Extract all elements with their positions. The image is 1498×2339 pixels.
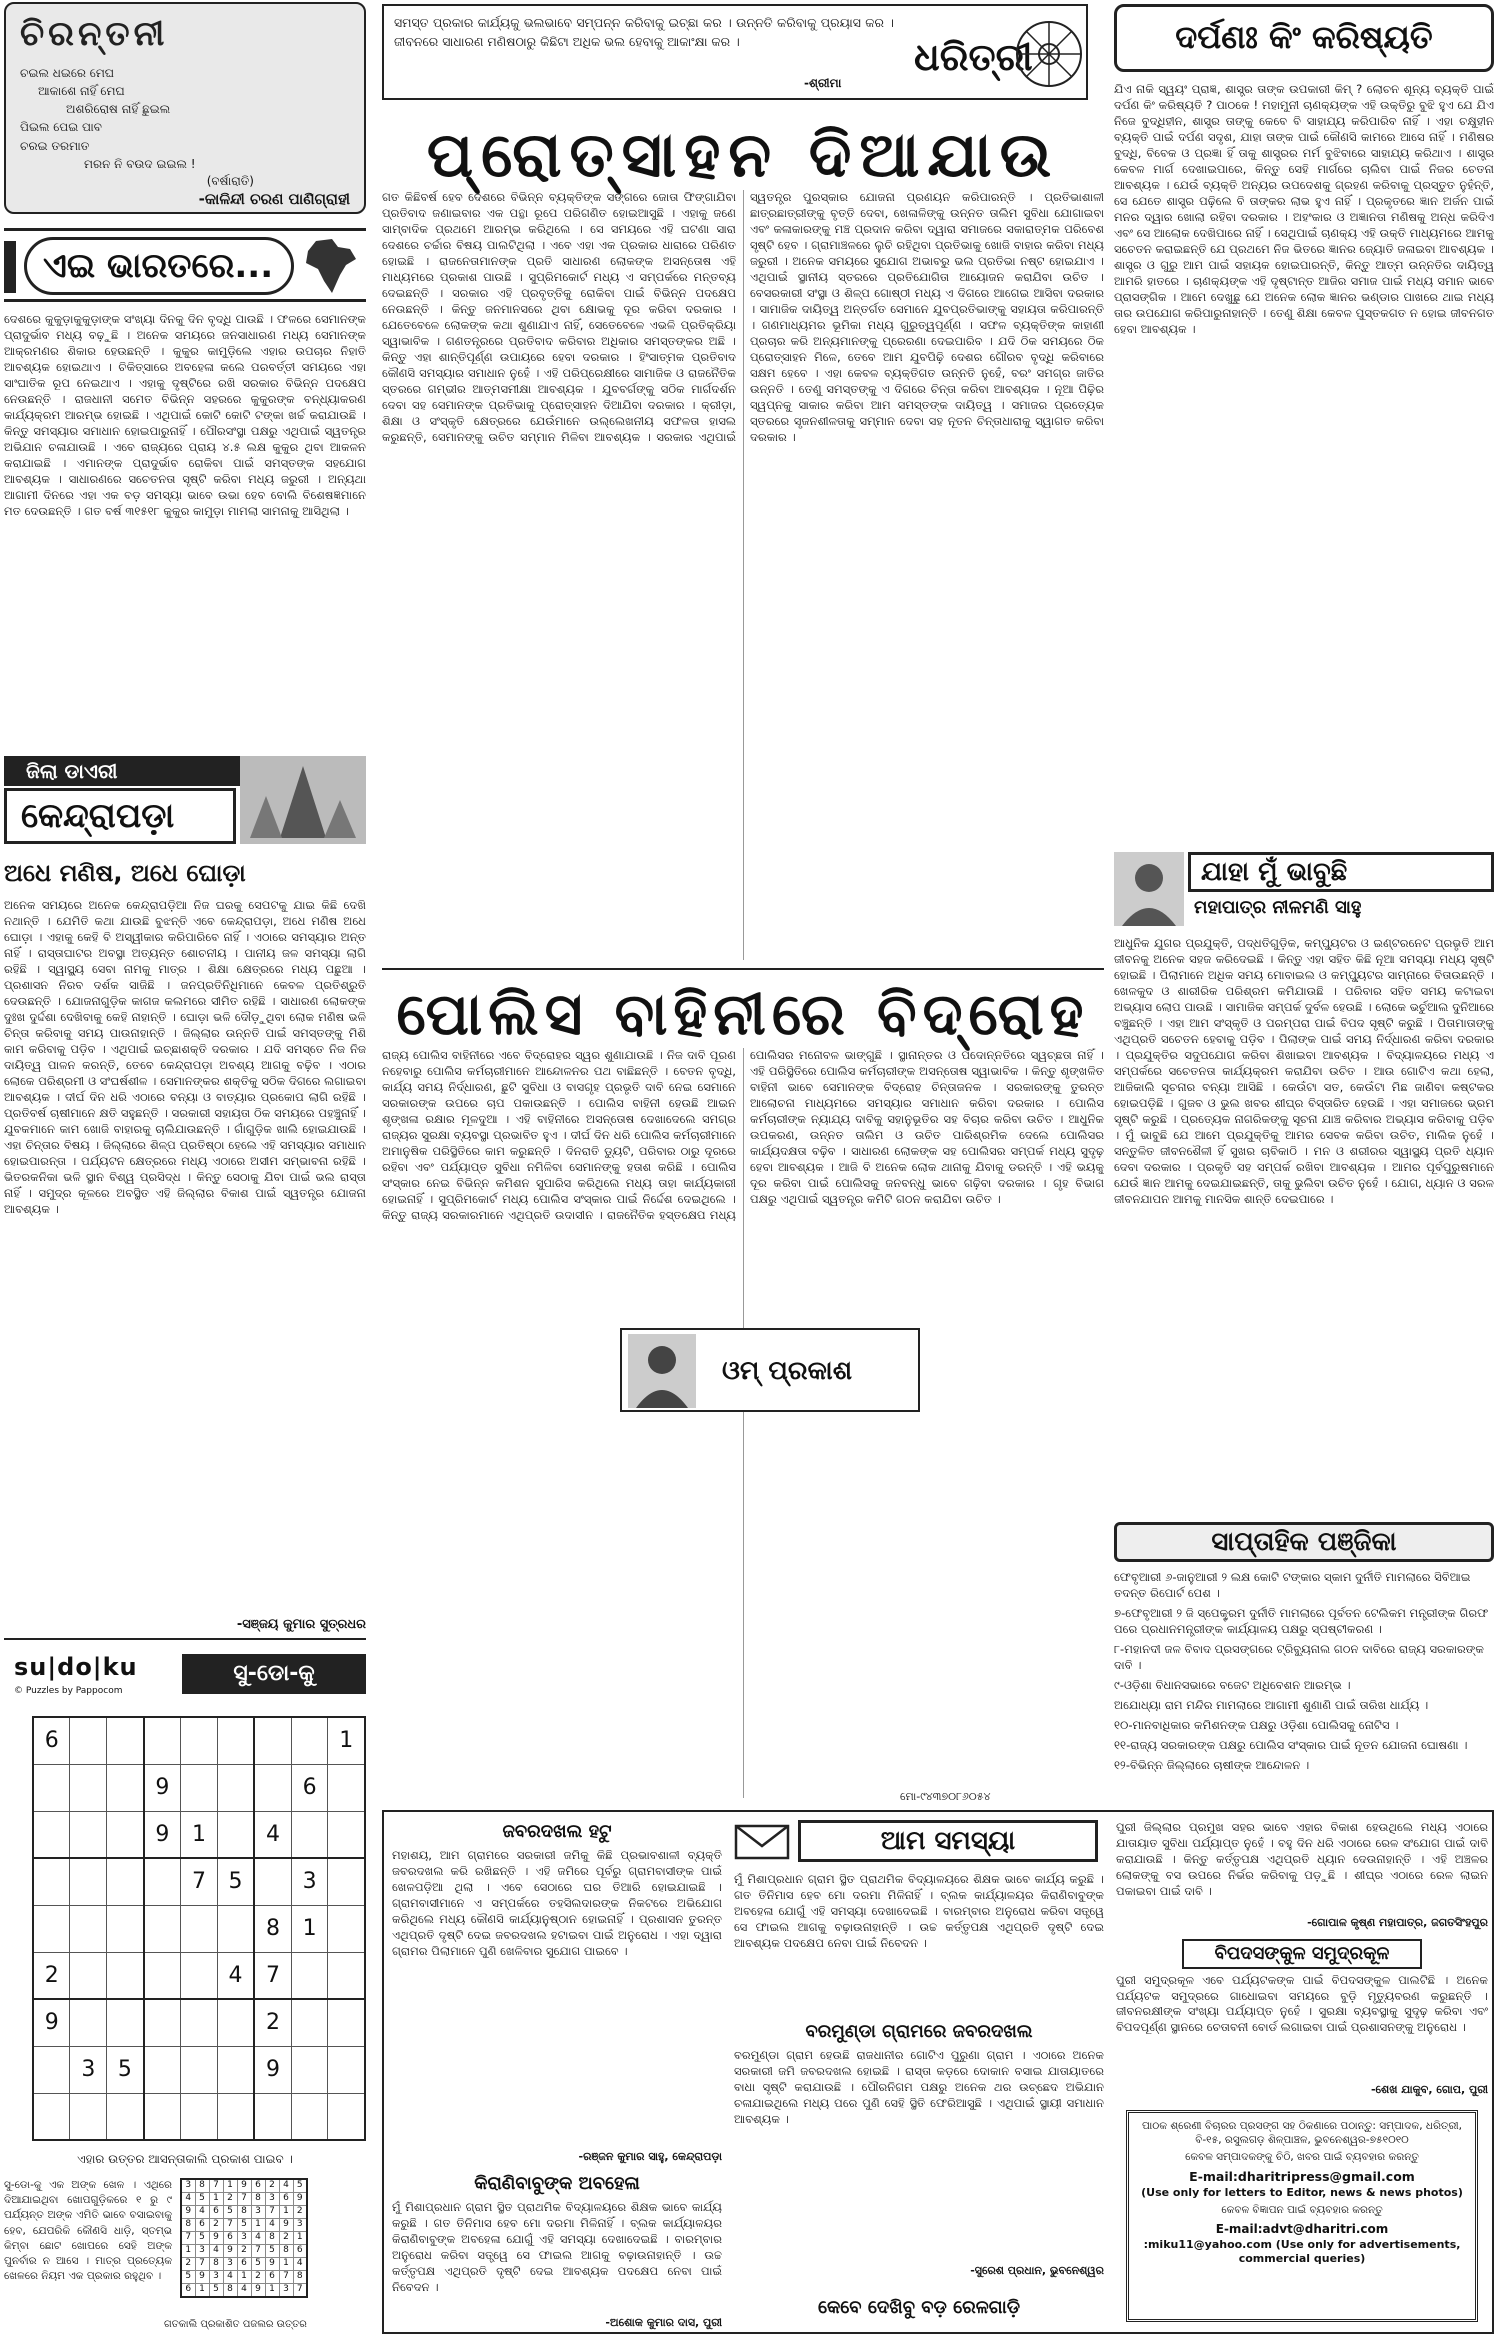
letters-section [382,1810,1494,2334]
sudoku-cell[interactable] [181,1764,218,1811]
editorial2-headline: ପୋଲିସ ବାହିନୀରେ ବିଦ୍ରୋହ [396,980,1090,1048]
byline-title: ଯାହା ମୁଁ ଭାବୁଛି [1188,852,1494,892]
sudoku-cell: 9 [144,1811,181,1858]
sudoku-cell[interactable] [328,1999,365,2046]
sudoku-cell-row [33,1811,365,1858]
solution-cell: 5 [251,2257,265,2270]
letter3-author: -ସୁରେଶ ପ୍ରଧାନ, ଭୁବନେଶ୍ୱର [970,2263,1104,2277]
letter1-author: -ରଞ୍ଜନ କୁମାର ସାହୁ, କେନ୍ଦ୍ରାପଡ଼ା [578,2149,722,2163]
sudoku-cell: 8 [254,1905,291,1952]
solution-cell: 1 [195,2283,209,2296]
byline-body: ଆଧୁନିକ ଯୁଗର ପ୍ରଯୁକ୍ତି, ପଦ୍ଧତିଗୁଡ଼ିକ, କମ୍ପ୍ୟୁଟର ଓ ଇଣ୍ଟରନେଟ ପ୍ରଭୃତି ଆମ ଜୀବନକୁ ଅନେକ ସହଜ କରିଦେଇଛି । କିନ୍ତୁ ଏହା ସହିତ କିଛି ନୂଆ ସମସ୍ୟା ମଧ୍ୟ ସୃଷ୍ଟି ହୋଇଛି । ପିଲାମାନେ ଅଧିକ ସମୟ ମୋବାଇଲ ଓ କମ୍ପ୍ୟୁଟର ସାମ୍ନାରେ ବିତାଉଛନ୍ତି । ଖେଳକୁଦ ଓ ଶାରୀରିକ ପରିଶ୍ରମ କମିଯାଉଛି । ପରିବାର ସହିତ ସମୟ କଟାଇବା ଅଭ୍ୟାସ ଲୋପ ପାଉଛି । ସାମାଜିକ ସମ୍ପର୍କ ଦୁର୍ବଳ ହେଉଛି । ଲୋକେ ଭର୍ଚୁଆଲ ଦୁନିଆରେ ବଞ୍ଚୁଛନ୍ତି । ଏହା ଆମ ସଂସ୍କୃତି ଓ ପରମ୍ପରା ପାଇଁ ବିପଦ ସୃଷ୍ଟି କରୁଛି । ପିତାମାତାଙ୍କୁ ଏଥିପ୍ରତି ସଚେତନ ହେବାକୁ ପଡ଼ିବ । ପିଲାଙ୍କ ପାଇଁ ସମୟ ନିର୍ଦ୍ଧାରଣ କରିବା ଦରକାର । ପ୍ରଯୁକ୍ତିର ସଦୁପଯୋଗ କରିବା ଶିଖାଇବା ଆବଶ୍ୟକ । ବିଦ୍ୟାଳୟରେ ମଧ୍ୟ ଏ ସମ୍ପର୍କରେ ସଚେତନତା କାର୍ଯ୍ୟକ୍ରମ କରାଯିବା ଉଚିତ । ଆଉ ଗୋଟିଏ କଥା ହେଲା, ଆଜିକାଲି ସୂଚନାର ବନ୍ୟା ଆସିଛି । କେଉଁଟା ସତ, କେଉଁଟା ମିଛ ଜାଣିବା କଷ୍ଟକର ହୋଇପଡ଼ିଛି । ଗୁଜବ ଓ ଭୁଲ ଖବର ଶୀଘ୍ର ବିସ୍ତାରିତ ହେଉଛି । ଏହା ସମାଜରେ ଭ୍ରମ ସୃଷ୍ଟି କରୁଛି । ପ୍ରତ୍ୟେକ ନାଗରିକଙ୍କୁ ସୂଚନା ଯାଞ୍ଚ କରିବାର ଅଭ୍ୟାସ କରିବାକୁ ପଡ଼ିବ । ମୁଁ ଭାବୁଛି ଯେ ଆମେ ପ୍ରଯୁକ୍ତିକୁ ଆମର ସେବକ କରିବା ଉଚିତ, ମାଲିକ ନୁହେଁ । ସନ୍ତୁଳିତ ଜୀବନଶୈଳୀ ହିଁ ସୁଖର ଚାବିକାଠି । ମନ ଓ ଶରୀରର ସ୍ୱାସ୍ଥ୍ୟ ପ୍ରତି ଧ୍ୟାନ ଦେବା ଦରକାର । ପ୍ରକୃତି ସହ ସମ୍ପର୍କ ରଖିବା ଆବଶ୍ୟକ । ଆମର ପୂର୍ବପୁରୁଷମାନେ ଯେଉଁ ଜ୍ଞାନ ଆମକୁ ଦେଇଯାଇଛନ୍ତି, ତାକୁ ଭୁଲିବା ଉଚିତ ନୁହେଁ । ଯୋଗ, ଧ୍ୟାନ ଓ ସରଳ ଜୀବନଯାପନ ଆମକୁ ମାନସିକ ଶାନ୍ତି ଦେଇପାରେ । [1114,936,1494,1206]
solution-cell: 3 [223,2257,237,2270]
sudoku-cell[interactable] [181,1999,218,2046]
sudoku-cell[interactable] [33,1764,70,1811]
solution-cell: 4 [209,2244,223,2257]
letter1-title: ଜବରଦଖଲ ହଟୁ [502,1821,612,1842]
solution-cell: 3 [279,2283,293,2296]
letter2-author: -ଅଶୋକ କୁମାର ଦାସ, ପୁରୀ [605,2316,722,2330]
sudoku-cell[interactable] [328,2093,365,2140]
sudoku-solution-label: ଗତକାଲି ପ୍ରକାଶିତ ପଜଲର ଉତ୍ତର [164,2319,307,2330]
solution-cell: 2 [279,2231,293,2244]
solution-cell: 8 [237,2205,251,2218]
solution-cell: 4 [293,2257,307,2270]
sudoku-cell[interactable] [33,2046,70,2093]
sudoku-cell: 7 [254,1952,291,1999]
editorial2-byline-box [620,1328,920,1412]
solution-cell: 9 [195,2270,209,2283]
panjika-item: ୧୨-ବିଭିନ୍ନ ଜିଲ୍ଲାରେ ଚାଷୀଙ୍କ ଆନ୍ଦୋଳନ । [1114,1757,1310,1772]
temple-photo-icon [240,756,366,844]
header-bar-decoration [4,241,16,293]
solution-cell: 3 [293,2218,307,2231]
india-map-icon [298,237,360,297]
solution-cell: 2 [237,2244,251,2257]
quote-line: ଆକାଶେ ନାହିଁ ମେଘ [38,84,125,99]
solution-cell: 9 [237,2179,251,2192]
sudoku-cell[interactable] [144,2093,181,2140]
sudoku-cell[interactable] [107,1858,144,1905]
sudoku-cell: 4 [254,1811,291,1858]
solution-cell-row [181,2231,307,2244]
solution-cell: 8 [209,2257,223,2270]
solution-cell: 7 [293,2283,307,2296]
solution-cell: 7 [181,2231,195,2244]
sudoku-credit: © Puzzles by Pappocom [14,1686,123,1696]
solution-cell: 6 [181,2283,195,2296]
panjika-list [1114,1570,1494,1794]
sudoku-cell: 1 [291,1905,328,1952]
sudoku-cell-row [33,1999,365,2046]
sudoku-cell[interactable] [33,2093,70,2140]
byline-author: ମହାପାତ୍ର ନୀଳମଣି ସାହୁ [1194,897,1362,918]
solution-cell-row [181,2244,307,2257]
quote-box-lines [20,65,350,172]
solution-cell: 3 [251,2205,265,2218]
sudoku-cell[interactable] [217,1811,254,1858]
solution-cell: 4 [265,2218,279,2231]
contact-email3[interactable]: :miku11@yahoo.com (Use only for advertisements, commercial queries) [1143,2237,1461,2266]
sudoku-cell: 7 [181,1858,218,1905]
sudoku-answer-note: ଏହାର ଉତ୍ତର ଆସନ୍ତାକାଲି ପ୍ରକାଶ ପାଇବ । [77,2152,293,2166]
quote-line: ଚରଇ ତରମାତ [20,138,90,153]
sudoku-cell[interactable] [70,2093,107,2140]
letter3-title: ବରମୁଣ୍ଡା ଗ୍ରାମରେ ଜବରଦଖଲ [805,2021,1033,2042]
solution-cell: 6 [265,2270,279,2283]
panjika-item: ୮-ମହାନଦୀ ଜଳ ବିବାଦ ପ୍ରସଙ୍ଗରେ ଟ୍ରିବ୍ୟୁନାଲ ଗଠନ ଦାବିରେ ରାଜ୍ୟ ସରକାରଙ୍କ ଦାବି । [1114,1641,1484,1672]
sudoku-cell[interactable] [181,1905,218,1952]
sudoku-cell: 9 [144,1764,181,1811]
sudoku-cell[interactable] [70,1952,107,1999]
solution-cell: 9 [265,2257,279,2270]
solution-cell: 2 [223,2192,237,2205]
sudoku-cell[interactable] [254,2093,291,2140]
contact-email1[interactable]: E-mail:dharitripress@gmail.com [1189,2169,1415,2185]
quote-line: ଅଶରିରୋଷ ନାହିଁ ଛୁଇଲ [66,102,171,117]
sudoku-cell[interactable] [70,1858,107,1905]
sudoku-cell: 9 [33,1999,70,2046]
solution-cell: 7 [223,2218,237,2231]
quote-line: ଚଇଲ ଧଇରେ ମେଘ [20,65,115,80]
editorial1-headline: ପ୍ରୋତ୍ସାହନ ଦିଆଯାଉ [426,118,1060,191]
panjika-item: ୭-ଫେବୃଆରୀ ୨ ଜି ସ୍ପେକ୍ଟ୍ରମ ଦୁର୍ନୀତି ମାମଲାରେ ପୂର୍ବତନ ଟେଲିକମ ମନ୍ତ୍ରୀଙ୍କ ଗିରଫ ପରେ ପ୍ରଧାନମନ୍ତ୍ରୀଙ୍କ କାର୍ଯ୍ୟାଳୟ ପକ୍ଷରୁ ସ୍ପଷ୍ଟୀକରଣ । [1114,1605,1489,1636]
sudoku-cell[interactable] [107,1905,144,1952]
sudoku-cell[interactable] [107,1717,144,1764]
solution-cell: 5 [209,2283,223,2296]
sudoku-cell[interactable] [144,1999,181,2046]
panjika-item: ଫେବୃଆରୀ ୬-ଜାନୁଆରୀ ୨ ଲକ୍ଷ କୋଟି ଟଙ୍କାର ସ୍କାମ ଦୁର୍ନୀତି ମାମଲାରେ ସିବିଆଇ ତଦନ୍ତ ରିପୋର୍ଟ ପେଶ । [1114,1570,1471,1600]
letters-section-header [734,1820,1104,1864]
sudoku-cell[interactable] [328,1858,365,1905]
sudoku-cell[interactable] [107,2093,144,2140]
sudoku-cell: 1 [181,1811,218,1858]
solution-cell: 6 [279,2192,293,2205]
solution-cell: 3 [195,2244,209,2257]
sudoku-cell[interactable] [181,2093,218,2140]
letters-col1 [392,1820,722,2328]
sudoku-cell: 3 [291,1858,328,1905]
sun-wheel-icon [1014,12,1084,96]
solution-cell: 2 [265,2179,279,2192]
story-title: ଅଧେ ମଣିଷ, ଅଧେ ଘୋଡ଼ା [4,859,246,887]
panjika-item: ୧୧-ରାଜ୍ୟ ସରକାରଙ୍କ ପକ୍ଷରୁ ପୋଲିସ ସଂସ୍କାର ପାଇଁ ନୂତନ ଯୋଜନା ଘୋଷଣା । [1114,1737,1468,1752]
sudoku-cell[interactable] [328,1952,365,1999]
sudoku-cell: 1 [328,1717,365,1764]
solution-cell: 7 [237,2192,251,2205]
solution-cell: 7 [265,2205,279,2218]
letter1-continued: ମୁଁ ମିଶାପ୍ରଧାନ ଗ୍ରାମ ସ୍ଥିତ ପ୍ରାଥମିକ ବିଦ୍ୟାଳୟରେ ଶିକ୍ଷକ ଭାବେ କାର୍ଯ୍ୟ କରୁଛି । ଗତ ତିନିମାସ ହେବ ମୋ ଦରମା ମିଳିନାହିଁ । ବ୍ଲକ କାର୍ଯ୍ୟାଳୟର କିରାଣିବାବୁଙ୍କ ଅବହେଳା ଯୋଗୁଁ ଏହି ସମସ୍ୟା ଦେଖାଦେଇଛି । ବାରମ୍ବାର ଅନୁରୋଧ କରିବା ସତ୍ତ୍ୱେ ସେ ଫାଇଲ ଆଗକୁ ବଢ଼ାଉନାହାନ୍ତି । ଉଚ୍ଚ କର୍ତ୍ତୃପକ୍ଷ ଏଥିପ୍ରତି ଦୃଷ୍ଟି ଦେଇ ଆବଶ୍ୟକ ପଦକ୍ଷେପ ନେବା ପାଇଁ ନିବେଦନ । [734,1872,1104,1950]
contact-intro: ପାଠକ ଶ୍ରେଣୀ ବିଚାରର ପ୍ରସଙ୍ଗ ସହ ଠିକଣାରେ ପଠାନ୍ତୁ: ସମ୍ପାଦକ, ଧରିତ୍ରୀ, ବି-୧୫, ରସୁଲଗଡ଼ ଶିଳ୍ପାଞ୍ଚଳ, ଭୁବନେଶ୍ୱର-୭୫୧୦୧୦ [1141,2120,1463,2147]
sudoku-cell[interactable] [144,1717,181,1764]
masthead [382,4,1088,100]
india-header [4,228,366,302]
solution-cell: 1 [209,2192,223,2205]
sudoku-solution-grid [180,2178,308,2298]
panjika-title: ସାପ୍ତାହିକ ପଞ୍ଜିକା [1114,1522,1494,1562]
district-name: କେନ୍ଦ୍ରାପଡ଼ା [4,788,236,844]
right-letter2-author: -ଶେଖ ଯାକୁବ, ଗୋପ, ପୁରୀ [1370,2082,1488,2096]
byline-header [1114,852,1494,926]
letter1-body: ମହାଶୟ, ଆମ ଗ୍ରାମରେ ସରକାରୀ ଜମିକୁ କିଛି ପ୍ରଭାବଶାଳୀ ବ୍ୟକ୍ତି ଜବରଦଖଲ କରି ରଖିଛନ୍ତି । ଏହି ଜମିରେ ପୂର୍ବରୁ ଗ୍ରାମବାସୀଙ୍କ ପାଇଁ ଖେଳପଡ଼ିଆ ଥିଲା । ଏବେ ସେଠାରେ ଘର ତିଆରି ହୋଇଯାଇଛି । ଗ୍ରାମବାସୀମାନେ ଏ ସମ୍ପର୍କରେ ତହସିଲଦାରଙ୍କ ନିକଟରେ ଅଭିଯୋଗ କରିଥିଲେ ମଧ୍ୟ କୌଣସି କାର୍ଯ୍ୟାନୁଷ୍ଠାନ ହୋଇନାହିଁ । ପ୍ରଶାସନ ତୁରନ୍ତ ଏଥିପ୍ରତି ଦୃଷ୍ଟି ଦେଇ ଜବରଦଖଲ ହଟାଇବା ପାଇଁ ଅନୁରୋଧ । ଏହା ଦ୍ୱାରା ଗ୍ରାମର ପିଲାମାନେ ପୁଣି ଖେଳିବାର ସୁଯୋଗ ପାଇବେ । [392,1847,722,1958]
editorial2-byline: ଓମ୍ ପ୍ରକାଶ [722,1356,853,1386]
right-letter-author: -ଗୋପାଳ କୃଷ୍ଣ ମହାପାତ୍ର, ଜଗତସିଂହପୁର [1307,1916,1488,1929]
columnist-photo-icon [1114,852,1184,926]
solution-cell-row [181,2270,307,2283]
right-letter-body: ପୁରୀ ଜିଲ୍ଲାର ପ୍ରମୁଖ ସହର ଭାବେ ଏହାର ବିକାଶ ହେଉଥିଲେ ମଧ୍ୟ ଏଠାରେ ଯାତାୟାତ ସୁବିଧା ପର୍ଯ୍ୟାପ୍ତ ନୁହେଁ । ବହୁ ଦିନ ଧରି ଏଠାରେ ରେଳ ସଂଯୋଗ ପାଇଁ ଦାବି କରାଯାଉଛି । କିନ୍ତୁ କର୍ତ୍ତୃପକ୍ଷ ଏଥିପ୍ରତି ଧ୍ୟାନ ଦେଉନାହାନ୍ତି । ଏହି ଅଞ୍ଚଳର ଲୋକଙ୍କୁ ବସ ଉପରେ ନିର୍ଭର କରିବାକୁ ପଡ଼ୁଛି । ଶୀଘ୍ର ଏଠାରେ ରେଳ ଲାଇନ ପକାଇବା ପାଇଁ ଦାବି । [1116,1820,1488,1898]
story-author: -ସଞ୍ଜୟ କୁମାର ସୁତ୍ରଧର [236,1617,366,1632]
sudoku-cell[interactable] [181,1717,218,1764]
sudoku-cell[interactable] [70,1905,107,1952]
sudoku-cell[interactable] [291,1717,328,1764]
quote-box-title: ଚିରନ୍ତନୀ [20,14,169,54]
sudoku-cell[interactable] [144,1858,181,1905]
story-body: ଅନେକ ସମୟରେ ଅନେକ କେନ୍ଦ୍ରାପଡ଼ିଆ ନିଜ ଘରକୁ ସେପଟକୁ ଯାଇ କିଛି ଦେଖି ନଥାନ୍ତି । ଯେମିତି କଥା ଯାଉଛି ବୁଝନ୍ତି ଏବେ କେନ୍ଦ୍ରାପଡ଼ା, ଅଧେ ମଣିଷ ଅଧେ ଘୋଡ଼ା । ଏହାକୁ କେହି ବି ଅସ୍ୱୀକାର କରିପାରିବେ ନାହିଁ । ଏଠାରେ ସମସ୍ୟାର ଅନ୍ତ ନାହିଁ । ରାସ୍ତାଘାଟର ଅବସ୍ଥା ଅତ୍ୟନ୍ତ ଶୋଚନୀୟ । ପାନୀୟ ଜଳ ସମସ୍ୟା ଲାଗି ରହିଛି । ସ୍ୱାସ୍ଥ୍ୟ ସେବା ନାମକୁ ମାତ୍ର । ଶିକ୍ଷା କ୍ଷେତ୍ରରେ ମଧ୍ୟ ପଛୁଆ । ପ୍ରଶାସନ ନିରବ ଦର୍ଶକ ସାଜିଛି । ଜନପ୍ରତିନିଧିମାନେ କେବଳ ପ୍ରତିଶ୍ରୁତି ଦେଉଛନ୍ତି । ଯୋଜନାଗୁଡ଼ିକ କାଗଜ କଲମରେ ସୀମିତ ରହିଛି । ସାଧାରଣ ଲୋକଙ୍କ ଦୁଃଖ ଦୁର୍ଦ୍ଦଶା ଦେଖିବାକୁ କେହି ନାହାନ୍ତି । ଘୋଡ଼ା ଭଳି ଦୌଡ଼ୁଥିବା ଲୋକ ମଣିଷ ଭଳି ଚିନ୍ତା କରିବାକୁ ସମୟ ପାଉନାହାନ୍ତି । ଜିଲ୍ଲାର ଉନ୍ନତି ପାଇଁ ସମସ୍ତଙ୍କୁ ମିଶି କାମ କରିବାକୁ ପଡ଼ିବ । ଏଥିପାଇଁ ଇଚ୍ଛାଶକ୍ତି ଦରକାର । ଯଦି ସମସ୍ତେ ନିଜ ନିଜ ଦାୟିତ୍ୱ ପାଳନ କରନ୍ତି, ତେବେ କେନ୍ଦ୍ରାପଡ଼ା ଅବଶ୍ୟ ଆଗକୁ ବଢ଼ିବ । ଏଠାର ଲୋକେ ପରିଶ୍ରମୀ ଓ ସଂଘର୍ଷଶୀଳ । ସେମାନଙ୍କର ଶକ୍ତିକୁ ସଠିକ ଦିଗରେ ଲଗାଇବା ଆବଶ୍ୟକ । ଦୀର୍ଘ ଦିନ ଧରି ଏଠାରେ ବନ୍ୟା ଓ ବାତ୍ୟାର ପ୍ରକୋପ ଲାଗି ରହିଛି । ପ୍ରତିବର୍ଷ ଚାଷୀମାନେ କ୍ଷତି ସହୁଛନ୍ତି । ସରକାରୀ ସହାୟତା ଠିକ ସମୟରେ ପହଞ୍ଚୁନାହିଁ । ଯୁବକମାନେ କାମ ଖୋଜି ବାହାରକୁ ଚାଲିଯାଉଛନ୍ତି । ଗାଁଗୁଡ଼ିକ ଖାଲି ହୋଇଯାଉଛି । ଏହା ଚିନ୍ତାର ବିଷୟ । ଜିଲ୍ଲାରେ ଶିଳ୍ପ ପ୍ରତିଷ୍ଠା ହେଲେ ଏହି ସମସ୍ୟାର ସମାଧାନ ହୋଇପାରନ୍ତା । ପର୍ଯ୍ୟଟନ କ୍ଷେତ୍ରରେ ମଧ୍ୟ ଏଠାରେ ଅସୀମ ସମ୍ଭାବନା ରହିଛି । ଭିତରକନିକା ଭଳି ସ୍ଥାନ ବିଶ୍ୱ ପ୍ରସିଦ୍ଧ । କିନ୍ତୁ ସେଠାକୁ ଯିବା ପାଇଁ ଭଲ ରାସ୍ତା ନାହିଁ । ସମୁଦ୍ର କୂଳରେ ଅବସ୍ଥିତ ଏହି ଜିଲ୍ଲାର ବିକାଶ ପାଇଁ ସ୍ୱତନ୍ତ୍ର ଯୋଜନା ଆବଶ୍ୟକ । [4,898,366,1216]
sudoku-cell[interactable] [107,1764,144,1811]
solution-cell: 8 [265,2231,279,2244]
letter3-body: ବରମୁଣ୍ଡା ଗ୍ରାମ ହେଉଛି ରାଜଧାନୀର ଗୋଟିଏ ପୁରୁଣା ଗ୍ରାମ । ଏଠାରେ ଅନେକ ସରକାରୀ ଜମି ଜବରଦଖଲ ହୋଇଛି । ରାସ୍ତା କଡ଼ରେ ଦୋକାନ ବସାଇ ଯାତାୟାତରେ ବାଧା ସୃଷ୍ଟି କରାଯାଉଛି । ପୌରନିଗମ ପକ୍ଷରୁ ଅନେକ ଥର ଉଚ୍ଛେଦ ଅଭିଯାନ ଚଳାଯାଇଥିଲେ ମଧ୍ୟ ପରେ ପୁଣି ସେହି ସ୍ଥିତି ଫେରିଆସୁଛି । ଏଥିପାଇଁ ସ୍ଥାୟୀ ସମାଧାନ ଆବଶ୍ୟକ । [734,2047,1104,2126]
sudoku-cell: 5 [107,2046,144,2093]
solution-cell-row [181,2192,307,2205]
solution-cell: 2 [251,2270,265,2283]
solution-cell: 3 [181,2179,195,2192]
solution-cell: 5 [195,2231,209,2244]
dharitri-logo: ଧରିତ୍ରୀ [914,34,1033,79]
editorial2-body: ରାଜ୍ୟ ପୋଲିସ ବାହିନୀରେ ଏବେ ବିଦ୍ରୋହର ସ୍ୱର ଶୁଣାଯାଉଛି । ନିଜ ଦାବି ପୂରଣ ନହେବାରୁ ପୋଲିସ କର୍ମଚାରୀମାନେ ଆନ୍ଦୋଳନର ପଥ ବାଛିଛନ୍ତି । ବେତନ ବୃଦ୍ଧି, କାର୍ଯ୍ୟ ସମୟ ନିର୍ଦ୍ଧାରଣ, ଛୁଟି ସୁବିଧା ଓ ବାସଗୃହ ପ୍ରଭୃତି ଦାବି ନେଇ ସେମାନେ ସରକାରଙ୍କ ଉପରେ ଚାପ ପକାଉଛନ୍ତି । ପୋଲିସ ବାହିନୀ ହେଉଛି ଆଇନ ଶୃଙ୍ଖଳା ରକ୍ଷାର ମୂଳଦୁଆ । ଏହି ବାହିନୀରେ ଅସନ୍ତୋଷ ଦେଖାଦେଲେ ସମଗ୍ର ରାଜ୍ୟର ସୁରକ୍ଷା ବ୍ୟବସ୍ଥା ପ୍ରଭାବିତ ହୁଏ । ଦୀର୍ଘ ଦିନ ଧରି ପୋଲିସ କର୍ମଚାରୀମାନେ ଅମାନୁଷିକ ପରିସ୍ଥିତିରେ କାମ କରୁଛନ୍ତି । ଦିନରାତି ଡ୍ୟୁଟି, ପରିବାର ଠାରୁ ଦୂରରେ ରହିବା ଏବଂ ପର୍ଯ୍ୟାପ୍ତ ସୁବିଧା ନମିଳିବା ସେମାନଙ୍କୁ ହତାଶ କରିଛି । ପୋଲିସ ସଂସ୍କାର ନେଇ ବିଭିନ୍ନ କମିଶନ ସୁପାରିସ କରିଥିଲେ ମଧ୍ୟ ତାହା କାର୍ଯ୍ୟକାରୀ ହୋଇନାହିଁ । ସୁପ୍ରିମକୋର୍ଟ ମଧ୍ୟ ପୋଲିସ ସଂସ୍କାର ପାଇଁ ନିର୍ଦ୍ଦେଶ ଦେଇଥିଲେ । କିନ୍ତୁ ରାଜ୍ୟ ସରକାରମାନେ ଏଥିପ୍ରତି ଉଦାସୀନ । ରାଜନୈତିକ ହସ୍ତକ୍ଷେପ ମଧ୍ୟ ପୋଲିସର ମନୋବଳ ଭାଙ୍ଗୁଛି । ସ୍ଥାନାନ୍ତର ଓ ପଦୋନ୍ନତିରେ ସ୍ୱଚ୍ଛତା ନାହିଁ । ଏହି ପରିସ୍ଥିତିରେ ପୋଲିସ କର୍ମଚାରୀଙ୍କ ଅସନ୍ତୋଷ ସ୍ୱାଭାବିକ । କିନ୍ତୁ ଶୃଙ୍ଖଳିତ ବାହିନୀ ଭାବେ ସେମାନଙ୍କ ବିଦ୍ରୋହ ଚିନ୍ତାଜନକ । ସରକାରଙ୍କୁ ତୁରନ୍ତ ଆଲୋଚନା ମାଧ୍ୟମରେ ସମସ୍ୟାର ସମାଧାନ କରିବା ଦରକାର । ପୋଲିସ କର୍ମଚାରୀଙ୍କ ନ୍ୟାଯ୍ୟ ଦାବିକୁ ସହାନୁଭୂତିର ସହ ବିଚାର କରିବା ଉଚିତ । ଆଧୁନିକ ଉପକରଣ, ଉନ୍ନତ ତାଲିମ ଓ ଉଚିତ ପାରିଶ୍ରମିକ ଦେଲେ ପୋଲିସର କାର୍ଯ୍ୟଦକ୍ଷତା ବଢ଼ିବ । ସାଧାରଣ ଲୋକଙ୍କ ସହ ପୋଲିସର ସମ୍ପର୍କ ମଧ୍ୟ ସୁଦୃଢ଼ ହେବା ଆବଶ୍ୟକ । ଆଜି ବି ଅନେକ ଲୋକ ଥାନାକୁ ଯିବାକୁ ଡରନ୍ତି । ଏହି ଭୟକୁ ଦୂର କରିବା ପାଇଁ ପୋଲିସକୁ ଜନବନ୍ଧୁ ଭାବେ ଗଢ଼ିବା ଦରକାର । ଗୃହ ବିଭାଗ ପକ୍ଷରୁ ଏଥିପାଇଁ ସ୍ୱତନ୍ତ୍ର କମିଟି ଗଠନ କରାଯିବା ଉଚିତ । [382,1048,1104,1222]
solution-cell-row [181,2179,307,2192]
sudoku-cell[interactable] [328,1764,365,1811]
right-letter2-title: ବିପଦସଙ୍କୁଳ ସମୁଦ୍ରକୂଳ [1182,1939,1422,1969]
author-photo-icon [628,1334,696,1408]
sudoku-cell[interactable] [217,2046,254,2093]
solution-cell: 8 [251,2192,265,2205]
solution-cell: 5 [195,2192,209,2205]
panjika-item: ୧୦-ମାନବାଧିକାର କମିଶନଙ୍କ ପକ୍ଷରୁ ଓଡ଼ିଶା ପୋଲିସକୁ ନୋଟିସ । [1114,1717,1399,1732]
sudoku-cell[interactable] [144,2046,181,2093]
solution-cell: 5 [237,2218,251,2231]
solution-cell: 6 [223,2231,237,2244]
contact-label2: କେବଳ ବିଜ୍ଞାପନ ପାଇଁ ବ୍ୟବହାର କରନ୍ତୁ [1221,2204,1383,2217]
right-letter2-body: ପୁରୀ ସମୁଦ୍ରକୂଳ ଏବେ ପର୍ଯ୍ୟଟକଙ୍କ ପାଇଁ ବିପଦସଙ୍କୁଳ ପାଲଟିଛି । ଅନେକ ପର୍ଯ୍ୟଟକ ସମୁଦ୍ରରେ ଗାଧୋଇବା ସମୟରେ ବୁଡ଼ି ମୃତ୍ୟୁବରଣ କରୁଛନ୍ତି । ଜୀବନରକ୍ଷୀଙ୍କ ସଂଖ୍ୟା ପର୍ଯ୍ୟାପ୍ତ ନୁହେଁ । ସୁରକ୍ଷା ବ୍ୟବସ୍ଥାକୁ ସୁଦୃଢ଼ କରିବା ଏବଂ ବିପଦପୂର୍ଣ୍ଣ ସ୍ଥାନରେ ଚେତାବନୀ ବୋର୍ଡ ଲଗାଇବା ପାଇଁ ପ୍ରଶାସନଙ୍କୁ ଅନୁରୋଧ । [1116,1972,1488,2035]
solution-cell: 6 [209,2205,223,2218]
letters-col3 [1116,1820,1488,2328]
solution-cell-row [181,2218,307,2231]
letters-col2 [734,1820,1104,2328]
solution-cell: 1 [265,2283,279,2296]
masthead-quote-author: -ଶ୍ରୀମା [804,76,842,90]
contact-email2[interactable]: E-mail:advt@dharitri.com [1215,2222,1389,2237]
masthead-quote-text: ସମସ୍ତ ପ୍ରକାର କାର୍ଯ୍ୟକୁ ଭଲଭାବେ ସମ୍ପନ୍ନ କରିବାକୁ ଇଚ୍ଛା କର । ଉନ୍ନତି କରିବାକୁ ପ୍ରୟାସ କର । ଜୀବନରେ ସାଧାରଣ ମଣିଷଠାରୁ କିଛିଟା ଅଧିକ ଭଲ ହେବାକୁ ଆକାଂକ୍ଷା କର । [394,15,894,49]
sudoku-cell-row [33,1905,365,1952]
sudoku-cell[interactable] [328,1905,365,1952]
sudoku-cell-row [33,1858,365,1905]
divider [382,968,1104,970]
solution-cell: 1 [293,2231,307,2244]
solution-cell: 8 [279,2244,293,2257]
solution-cell: 1 [223,2179,237,2192]
sudoku-rules: ସୁ-ଡୋ-କୁ ଏକ ଅଙ୍କ ଖେଳ । ଏଥିରେ ଦିଆଯାଇଥିବା ଖୋପଗୁଡ଼ିକରେ ୧ ରୁ ୯ ପର୍ଯ୍ୟନ୍ତ ଅଙ୍କ ଏମିତି ଭାବେ ବସାଇବାକୁ ହେବ, ଯେପରିକି କୌଣସି ଧାଡ଼ି, ସ୍ତମ୍ଭ କିମ୍ବା ଛୋଟ ଖୋପରେ ସେହି ଅଙ୍କ ପୁନର୍ବାର ନ ଆସେ । ମାତ୍ର ପ୍ରତ୍ୟେକ ଖେଳରେ ନିୟମ ଏକ ପ୍ରକାର ରହୁଥିବ । [4,2179,172,2283]
sudoku-cell[interactable] [254,1858,291,1905]
quote-box [4,2,366,214]
editorial1-body: ଗତ କିଛିବର୍ଷ ହେବ ଦେଶରେ ବିଭିନ୍ନ ବ୍ୟକ୍ତିଙ୍କ ସଙ୍ଗରେ ଜୋତା ଫିଙ୍ଗାଯିବା ପ୍ରତିବାଦ ଜଣାଇବାର ଏକ ପନ୍ଥା ରୂପେ ପରିଗଣିତ ହୋଇଆସୁଛି । ଏହାକୁ ଜଣେ ସାମ୍ବାଦିକ ପ୍ରଥମେ ଆରମ୍ଭ କରିଥିଲେ । ସେ ସମୟରେ ଏହି ଘଟଣା ସାରା ଦେଶରେ ଚର୍ଚ୍ଚାର ବିଷୟ ପାଲଟିଥିଲା । ଏବେ ଏହା ଏକ ପ୍ରକାର ଧାରାରେ ପରିଣତ ହୋଇଛି । ରାଜନେତାମାନଙ୍କ ପ୍ରତି ସାଧାରଣ ଲୋକଙ୍କ ଅସନ୍ତୋଷ ଏହି ମାଧ୍ୟମରେ ପ୍ରକାଶ ପାଉଛି । ସୁପ୍ରିମକୋର୍ଟ ମଧ୍ୟ ଏ ସମ୍ପର୍କରେ ମନ୍ତବ୍ୟ ଦେଇଛନ୍ତି । ସରକାର ଏହି ପ୍ରବୃତ୍ତିକୁ ରୋକିବା ପାଇଁ ବିଭିନ୍ନ ପଦକ୍ଷେପ ନେଉଛନ୍ତି । କିନ୍ତୁ ଜନମାନସରେ ଥିବା କ୍ଷୋଭକୁ ଦୂର କରିବା ଦରକାର । ଯେତେବେଳେ ଲୋକଙ୍କ କଥା ଶୁଣାଯାଏ ନାହିଁ, ସେତେବେଳେ ଏଭଳି ପ୍ରତିକ୍ରିୟା ସ୍ୱାଭାବିକ । ଗଣତନ୍ତ୍ରରେ ପ୍ରତିବାଦ କରିବାର ଅଧିକାର ସମସ୍ତଙ୍କର ଅଛି । କିନ୍ତୁ ଏହା ଶାନ୍ତିପୂର୍ଣ୍ଣ ଉପାୟରେ ହେବା ଦରକାର । ହିଂସାତ୍ମକ ପ୍ରତିବାଦ କୌଣସି ସମସ୍ୟାର ସମାଧାନ ନୁହେଁ । ଏହି ପରିପ୍ରେକ୍ଷୀରେ ସାମାଜିକ ଓ ରାଜନୈତିକ ସ୍ତରରେ ଗମ୍ଭୀର ଆତ୍ମସମୀକ୍ଷା ଆବଶ୍ୟକ । ଯୁବବର୍ଗଙ୍କୁ ସଠିକ ମାର୍ଗଦର୍ଶନ ଦେବା ସହ ସେମାନଙ୍କ ପ୍ରତିଭାକୁ ପ୍ରୋତ୍ସାହନ ଦିଆଯିବା ଦରକାର । କ୍ରୀଡ଼ା, ଶିକ୍ଷା ଓ ସଂସ୍କୃତି କ୍ଷେତ୍ରରେ ଯେଉଁମାନେ ଉଲ୍ଲେଖନୀୟ ସଫଳତା ହାସଲ କରୁଛନ୍ତି, ସେମାନଙ୍କୁ ଉଚିତ ସମ୍ମାନ ମିଳିବା ଆବଶ୍ୟକ । ସରକାର ଏଥିପାଇଁ ସ୍ୱତନ୍ତ୍ର ପୁରସ୍କାର ଯୋଜନା ପ୍ରଣୟନ କରିପାରନ୍ତି । ପ୍ରତିଭାଶାଳୀ ଛାତ୍ରଛାତ୍ରୀଙ୍କୁ ବୃତ୍ତି ଦେବା, ଖେଳାଳିଙ୍କୁ ଉନ୍ନତ ତାଲିମ ସୁବିଧା ଯୋଗାଇବା ଏବଂ କଳାକାରଙ୍କୁ ମଞ୍ଚ ପ୍ରଦାନ କରିବା ଦ୍ୱାରା ସମାଜରେ ସକାରାତ୍ମକ ପରିବେଶ ସୃଷ୍ଟି ହେବ । ଗ୍ରାମାଞ୍ଚଳରେ ଲୁଚି ରହିଥିବା ପ୍ରତିଭାକୁ ଖୋଜି ବାହାର କରିବା ମଧ୍ୟ ଜରୁରୀ । ଅନେକ ସମୟରେ ସୁଯୋଗ ଅଭାବରୁ ଭଲ ପ୍ରତିଭା ନଷ୍ଟ ହୋଇଯାଏ । ଏଥିପାଇଁ ସ୍ଥାନୀୟ ସ୍ତରରେ ପ୍ରତିଯୋଗିତା ଆୟୋଜନ କରାଯିବା ଉଚିତ । ବେସରକାରୀ ସଂସ୍ଥା ଓ ଶିଳ୍ପ ଗୋଷ୍ଠୀ ମଧ୍ୟ ଏ ଦିଗରେ ଆଗେଇ ଆସିବା ଦରକାର । ସାମାଜିକ ଦାୟିତ୍ୱ ଅନ୍ତର୍ଗତ ସେମାନେ ଯୁବପ୍ରତିଭାଙ୍କୁ ସହାୟତା କରିପାରନ୍ତି । ଗଣମାଧ୍ୟମର ଭୂମିକା ମଧ୍ୟ ଗୁରୁତ୍ୱପୂର୍ଣ୍ଣ । ସଫଳ ବ୍ୟକ୍ତିଙ୍କ କାହାଣୀ ପ୍ରଚାର କରି ଅନ୍ୟମାନଙ୍କୁ ପ୍ରେରଣା ଦେଇପାରିବ । ଯଦି ଠିକ ସମୟରେ ଠିକ ପ୍ରୋତ୍ସାହନ ମିଳେ, ତେବେ ଆମ ଯୁବପିଢ଼ି ଦେଶର ଗୌରବ ବୃଦ୍ଧି କରିବାରେ ସକ୍ଷମ ହେବେ । ଏହା କେବଳ ବ୍ୟକ୍ତିଗତ ଉନ୍ନତି ନୁହେଁ, ବରଂ ସମଗ୍ର ଜାତିର ଉନ୍ନତି । ତେଣୁ ସମସ୍ତଙ୍କୁ ଏ ଦିଗରେ ଚିନ୍ତା କରିବା ଆବଶ୍ୟକ । ନୂଆ ପିଢ଼ିର ସ୍ୱପ୍ନକୁ ସାକାର କରିବା ଆମ ସମସ୍ତଙ୍କ ଦାୟିତ୍ୱ । ସମାଜର ପ୍ରତ୍ୟେକ ସ୍ତରରେ ସୃଜନଶୀଳତାକୁ ସମ୍ମାନ ଦେବା ସହ ନୂତନ ଚିନ୍ତାଧାରାକୁ ସ୍ୱାଗତ କରିବା ଦରକାର । [382,190,1104,444]
solution-cell: 9 [251,2283,265,2296]
sudoku-cell: 3 [70,2046,107,2093]
sudoku-cell: 5 [217,1858,254,1905]
solution-cell: 4 [181,2192,195,2205]
sudoku-header [4,1648,366,1720]
panjika-item: ଅଯୋଧ୍ୟା ରାମ ମନ୍ଦିର ମାମଲାରେ ଆଗାମୀ ଶୁଣାଣି ପାଇଁ ତାରିଖ ଧାର୍ଯ୍ୟ । [1114,1697,1429,1712]
sudoku-cell[interactable] [291,2046,328,2093]
solution-cell: 4 [223,2270,237,2283]
letter4-title: କେବେ ଦେଖିବୁ ବଡ଼ ରେଳଗାଡ଼ି [817,2297,1021,2319]
sudoku-cell: 6 [33,1717,70,1764]
sudoku-cell[interactable] [217,1905,254,1952]
solution-cell: 2 [293,2205,307,2218]
solution-cell: 9 [279,2218,293,2231]
darpana-title: ଦର୍ପଣଃ କିଂ କରିଷ୍ୟତି [1114,4,1494,72]
solution-cell-row [181,2257,307,2270]
sudoku-cell-row [33,1952,365,1999]
solution-cell: 8 [293,2270,307,2283]
sudoku-cell[interactable] [328,2046,365,2093]
sudoku-cell-row [33,2046,365,2093]
solution-cell-row [181,2205,307,2218]
sudoku-cell[interactable] [107,1952,144,1999]
solution-cell: 7 [279,2270,293,2283]
india-title: ଏଇ ଭାରତରେ... [24,237,294,295]
solution-cell: 9 [181,2205,195,2218]
india-body: ଦେଶରେ କୁକୁଡ଼ାକୁକୁଡ଼ାଙ୍କ ସଂଖ୍ୟା ଦିନକୁ ଦିନ ବୃଦ୍ଧି ପାଉଛି । ଫଳରେ ସେମାନଙ୍କ ପ୍ରାଦୁର୍ଭାବ ମଧ୍ୟ ବଢ଼ୁଛି । ଅନେକ ସମୟରେ ଜନସାଧାରଣ ମଧ୍ୟ ସେମାନଙ୍କ ଆକ୍ରମଣର ଶିକାର ହେଉଛନ୍ତି । କୁକୁର କାମୁଡ଼ିଲେ ଏହାର ଉପଚାର ନିହାତି ଆବଶ୍ୟକ ହୋଇଥାଏ । ଚିକିତ୍ସାରେ ଅବହେଳା କଲେ ପରବର୍ତ୍ତୀ ସମୟରେ ଏହା ସାଂଘାତିକ ରୂପ ନେଇଥାଏ । ଏହାକୁ ଦୃଷ୍ଟିରେ ରଖି ସରକାର ବିଭିନ୍ନ ପଦକ୍ଷେପ ନେଉଛନ୍ତି । ରାଜଧାନୀ ସମେତ ବିଭିନ୍ନ ସହରରେ କୁକୁରଙ୍କ ବନ୍ଧ୍ୟାକରଣ କାର୍ଯ୍ୟକ୍ରମ ଆରମ୍ଭ ହୋଇଛି । ଏଥିପାଇଁ କୋଟି କୋଟି ଟଙ୍କା ଖର୍ଚ୍ଚ କରାଯାଉଛି । କିନ୍ତୁ ସମସ୍ୟାର ସମାଧାନ ହୋଇପାରୁନାହିଁ । ପୌରସଂସ୍ଥା ପକ୍ଷରୁ ଏଥିପାଇଁ ସ୍ୱତନ୍ତ୍ର ଅଭିଯାନ ଚଳାଯାଉଛି । ଏବେ ରାଜ୍ୟରେ ପ୍ରାୟ ୪.୫ ଲକ୍ଷ କୁକୁର ଥିବା ଆକଳନ କରାଯାଇଛି । ଏମାନଙ୍କ ପ୍ରାଦୁର୍ଭାବ ରୋକିବା ପାଇଁ ସମସ୍ତଙ୍କ ସହଯୋଗ ଆବଶ୍ୟକ । ସାଧାରଣରେ ସଚେତନତା ସୃଷ୍ଟି କରିବା ମଧ୍ୟ ଜରୁରୀ । ଅନ୍ୟଥା ଆଗାମୀ ଦିନରେ ଏହା ଏକ ବଡ଼ ସମସ୍ୟା ଭାବେ ଉଭା ହେବ ବୋଲି ବିଶେଷଜ୍ଞମାନେ ମତ ଦେଉଛନ୍ତି । ଗତ ବର୍ଷ ୩୧୫୧୮ କୁକୁର କାମୁଡ଼ା ମାମଲା ସାମନାକୁ ଆସିଥିଲା । [4,312,366,518]
letter2-body: ମୁଁ ମିଶାପ୍ରଧାନ ଗ୍ରାମ ସ୍ଥିତ ପ୍ରାଥମିକ ବିଦ୍ୟାଳୟରେ ଶିକ୍ଷକ ଭାବେ କାର୍ଯ୍ୟ କରୁଛି । ଗତ ତିନିମାସ ହେବ ମୋ ଦରମା ମିଳିନାହିଁ । ବ୍ଲକ କାର୍ଯ୍ୟାଳୟର କିରାଣିବାବୁଙ୍କ ଅବହେଳା ଯୋଗୁଁ ଏହି ସମସ୍ୟା ଦେଖାଦେଇଛି । ବାରମ୍ବାର ଅନୁରୋଧ କରିବା ସତ୍ତ୍ୱେ ସେ ଫାଇଲ ଆଗକୁ ବଢ଼ାଉନାହାନ୍ତି । ଉଚ୍ଚ କର୍ତ୍ତୃପକ୍ଷ ଏଥିପ୍ରତି ଦୃଷ୍ଟି ଦେଇ ଆବଶ୍ୟକ ପଦକ୍ଷେପ ନେବା ପାଇଁ ନିବେଦନ । [392,2200,722,2294]
sudoku-cell-row [33,2093,365,2140]
quote-line: ପିଇଲ ପେଇ ପାବ [20,120,102,135]
sudoku-cell: 9 [254,2046,291,2093]
sudoku-cell[interactable] [328,1811,365,1858]
sudoku-cell[interactable] [291,1811,328,1858]
solution-cell: 2 [181,2257,195,2270]
solution-cell: 1 [251,2218,265,2231]
sudoku-cell[interactable] [33,1811,70,1858]
quote-source: (ବର୍ଷାରାତି) [206,174,254,188]
envelope-icon [734,1824,790,1860]
sudoku-cell[interactable] [70,1717,107,1764]
district-diary-header [4,756,366,846]
quote-line: ମରନ ନି ବଉଦ ଇଇଲ ! [84,156,196,171]
sudoku-brand: su|do|ku [14,1653,138,1681]
sudoku-cell[interactable] [181,2046,218,2093]
solution-cell-row [181,2283,307,2296]
solution-cell: 6 [293,2244,307,2257]
solution-cell: 8 [223,2283,237,2296]
sudoku-cell[interactable] [291,1999,328,2046]
solution-cell: 7 [195,2257,209,2270]
solution-cell: 1 [181,2244,195,2257]
solution-cell: 4 [279,2179,293,2192]
sudoku-cell[interactable] [217,1764,254,1811]
solution-cell: 4 [251,2231,265,2244]
sudoku-cell[interactable] [107,1999,144,2046]
sudoku-cell[interactable] [144,1905,181,1952]
sudoku-cell[interactable] [254,1764,291,1811]
editorial2-byline-footer: ମୋ-୯୪୩୭୦୮୬୦୫୪ [900,1790,991,1803]
sudoku-cell[interactable] [254,1717,291,1764]
sudoku-cell[interactable] [291,1952,328,1999]
solution-cell: 6 [237,2257,251,2270]
solution-cell: 7 [251,2244,265,2257]
sudoku-cell[interactable] [107,1811,144,1858]
contact-email1-note: (Use only for letters to Editor, news & news photos) [1141,2185,1463,2199]
sudoku-cell[interactable] [291,2093,328,2140]
panjika-item: ୯-ଓଡ଼ିଶା ବିଧାନସଭାରେ ବଜେଟ ଅଧିବେଶନ ଆରମ୍ଭ । [1114,1677,1351,1692]
sudoku-cell-row [33,1717,365,1764]
contact-label1: କେବଳ ସମ୍ପାଦକଙ୍କୁ ଚିଠି, ଖବର ପାଇଁ ବ୍ୟବହାର କରନ୍ତୁ [1185,2151,1419,2164]
sudoku-cell: 6 [291,1764,328,1811]
solution-cell: 5 [181,2270,195,2283]
solution-cell: 3 [265,2192,279,2205]
letters-section-title: ଆମ ସମସ୍ୟା [798,1820,1098,1862]
sudoku-cell[interactable] [33,1858,70,1905]
sudoku-cell[interactable] [70,1764,107,1811]
sudoku-grid [32,1716,366,2141]
solution-cell: 8 [181,2218,195,2231]
solution-cell: 5 [223,2205,237,2218]
sudoku-cell[interactable] [217,1717,254,1764]
solution-cell: 9 [209,2231,223,2244]
solution-cell: 6 [251,2179,265,2192]
sudoku-cell-row [33,1764,365,1811]
solution-cell: 9 [223,2244,237,2257]
solution-cell: 1 [279,2257,293,2270]
sudoku-cell[interactable] [217,1999,254,2046]
solution-cell: 5 [293,2179,307,2192]
solution-cell: 1 [279,2205,293,2218]
solution-cell: 4 [195,2205,209,2218]
solution-cell: 8 [195,2179,209,2192]
solution-cell: 4 [237,2283,251,2296]
solution-cell: 7 [209,2179,223,2192]
solution-cell: 1 [237,2270,251,2283]
solution-cell: 2 [209,2218,223,2231]
quote-author: -କାଳିନ୍ଦୀ ଚରଣ ପାଣିଗ୍ରାହୀ [198,189,350,208]
sudoku-cell: 2 [254,1999,291,2046]
divider [4,1638,366,1640]
solution-cell: 3 [237,2231,251,2244]
solution-cell: 9 [293,2192,307,2205]
sudoku-title: ସୁ-ଡୋ-କୁ [182,1654,366,1694]
sudoku-cell[interactable] [217,2093,254,2140]
sudoku-cell[interactable] [181,1952,218,1999]
darpana-body: ଯିଏ ନାକି ସ୍ୱୟଂ ପ୍ରାଜ୍ଞ, ଶାସ୍ତ୍ର ତାଙ୍କ ଉପକାରୀ କିମ୍ ? ଲୋଚନ ଶୂନ୍ୟ ବ୍ୟକ୍ତି ପାଇଁ ଦର୍ପଣ କିଂ କରିଷ୍ୟତି ? ପାଠକେ ! ମହାମୁନୀ ଚାଣକ୍ୟଙ୍କ ଏହି ଉକ୍ତିରୁ ବୁଝି ହୁଏ ଯେ ଯିଏ ନିଜେ ବୁଦ୍ଧିହୀନ, ଶାସ୍ତ୍ର ତାଙ୍କୁ କେବେ ବି ସାହାଯ୍ୟ କରିପାରିବ ନାହିଁ । ଏହା ଚକ୍ଷୁହୀନ ବ୍ୟକ୍ତି ପାଇଁ ଦର୍ପଣ ସଦୃଶ, ଯାହା ତାଙ୍କ ପାଇଁ କୌଣସି କାମରେ ଆସେ ନାହିଁ । ମଣିଷର ବୁଦ୍ଧି, ବିବେକ ଓ ପ୍ରଜ୍ଞା ହିଁ ତାକୁ ଶାସ୍ତ୍ରର ମର୍ମ ବୁଝିବାରେ ସାହାଯ୍ୟ କରିଥାଏ । ଶାସ୍ତ୍ର କେବଳ ମାର୍ଗ ଦେଖାଇପାରେ, କିନ୍ତୁ ସେହି ମାର୍ଗରେ ଚାଲିବା ପାଇଁ ନିଜର ଚେତନା ଆବଶ୍ୟକ । ଯେଉଁ ବ୍ୟକ୍ତି ଅନ୍ୟର ଉପଦେଶକୁ ଗ୍ରହଣ କରିବାକୁ ପ୍ରସ୍ତୁତ ନୁହଁନ୍ତି, ସେ ଯେତେ ଶାସ୍ତ୍ର ପଢ଼ିଲେ ବି ତାଙ୍କର ଲାଭ ହୁଏ ନାହିଁ । ପ୍ରକୃତରେ ଜ୍ଞାନ ଅର୍ଜନ ପାଇଁ ମନର ଦ୍ୱାର ଖୋଲା ରହିବା ଦରକାର । ଅହଂକାର ଓ ଅଜ୍ଞାନତା ମଣିଷକୁ ଅନ୍ଧ କରିଦିଏ ଏବଂ ସେ ଆଲୋକ ଦେଖିପାରେ ନାହିଁ । ସେଥିପାଇଁ ଚାଣକ୍ୟ ଏହି ଉକ୍ତି ମାଧ୍ୟମରେ ଆମକୁ ସଚେତନ କରାଇଛନ୍ତି ଯେ ପ୍ରଥମେ ନିଜ ଭିତରେ ଜ୍ଞାନର ଜ୍ୟୋତି ଜଳାଇବା ଆବଶ୍ୟକ । ଶାସ୍ତ୍ର ଓ ଗୁରୁ ଆମ ପାଇଁ ସହାୟକ ହୋଇପାରନ୍ତି, କିନ୍ତୁ ଆତ୍ମ ଉନ୍ନତିର ଦାୟିତ୍ୱ ଆମରି ହାତରେ । ଚାଣକ୍ୟଙ୍କ ଏହି ଦୃଷ୍ଟାନ୍ତ ଆଜିର ସମାଜ ପାଇଁ ମଧ୍ୟ ସମାନ ଭାବେ ପ୍ରାସଙ୍ଗିକ । ଆମେ ଦେଖୁଛୁ ଯେ ଅନେକ ଲୋକ ଜ୍ଞାନର ଭଣ୍ଡାର ପାଖରେ ଥାଇ ମଧ୍ୟ ତାର ଉପଯୋଗ କରିପାରୁନାହାନ୍ତି । ତେଣୁ ଶିକ୍ଷା କେବଳ ପୁସ୍ତକଗତ ନ ହୋଇ ଜୀବନଗତ ହେବା ଆବଶ୍ୟକ । [1114,82,1494,336]
solution-cell: 6 [195,2218,209,2231]
letter2-title: କିରାଣିବାବୁଙ୍କ ଅବହେଳା [474,2173,640,2195]
solution-cell: 3 [209,2270,223,2283]
sudoku-cell[interactable] [144,1952,181,1999]
solution-cell: 5 [265,2244,279,2257]
sudoku-cell[interactable] [70,1999,107,2046]
sudoku-cell: 2 [33,1952,70,1999]
district-label: ଜିଲା ଡାଏରୀ [4,756,254,786]
sudoku-cell[interactable] [70,1811,107,1858]
sudoku-cell: 4 [217,1952,254,1999]
sudoku-cell[interactable] [33,1905,70,1952]
contact-box [1126,2110,1478,2322]
